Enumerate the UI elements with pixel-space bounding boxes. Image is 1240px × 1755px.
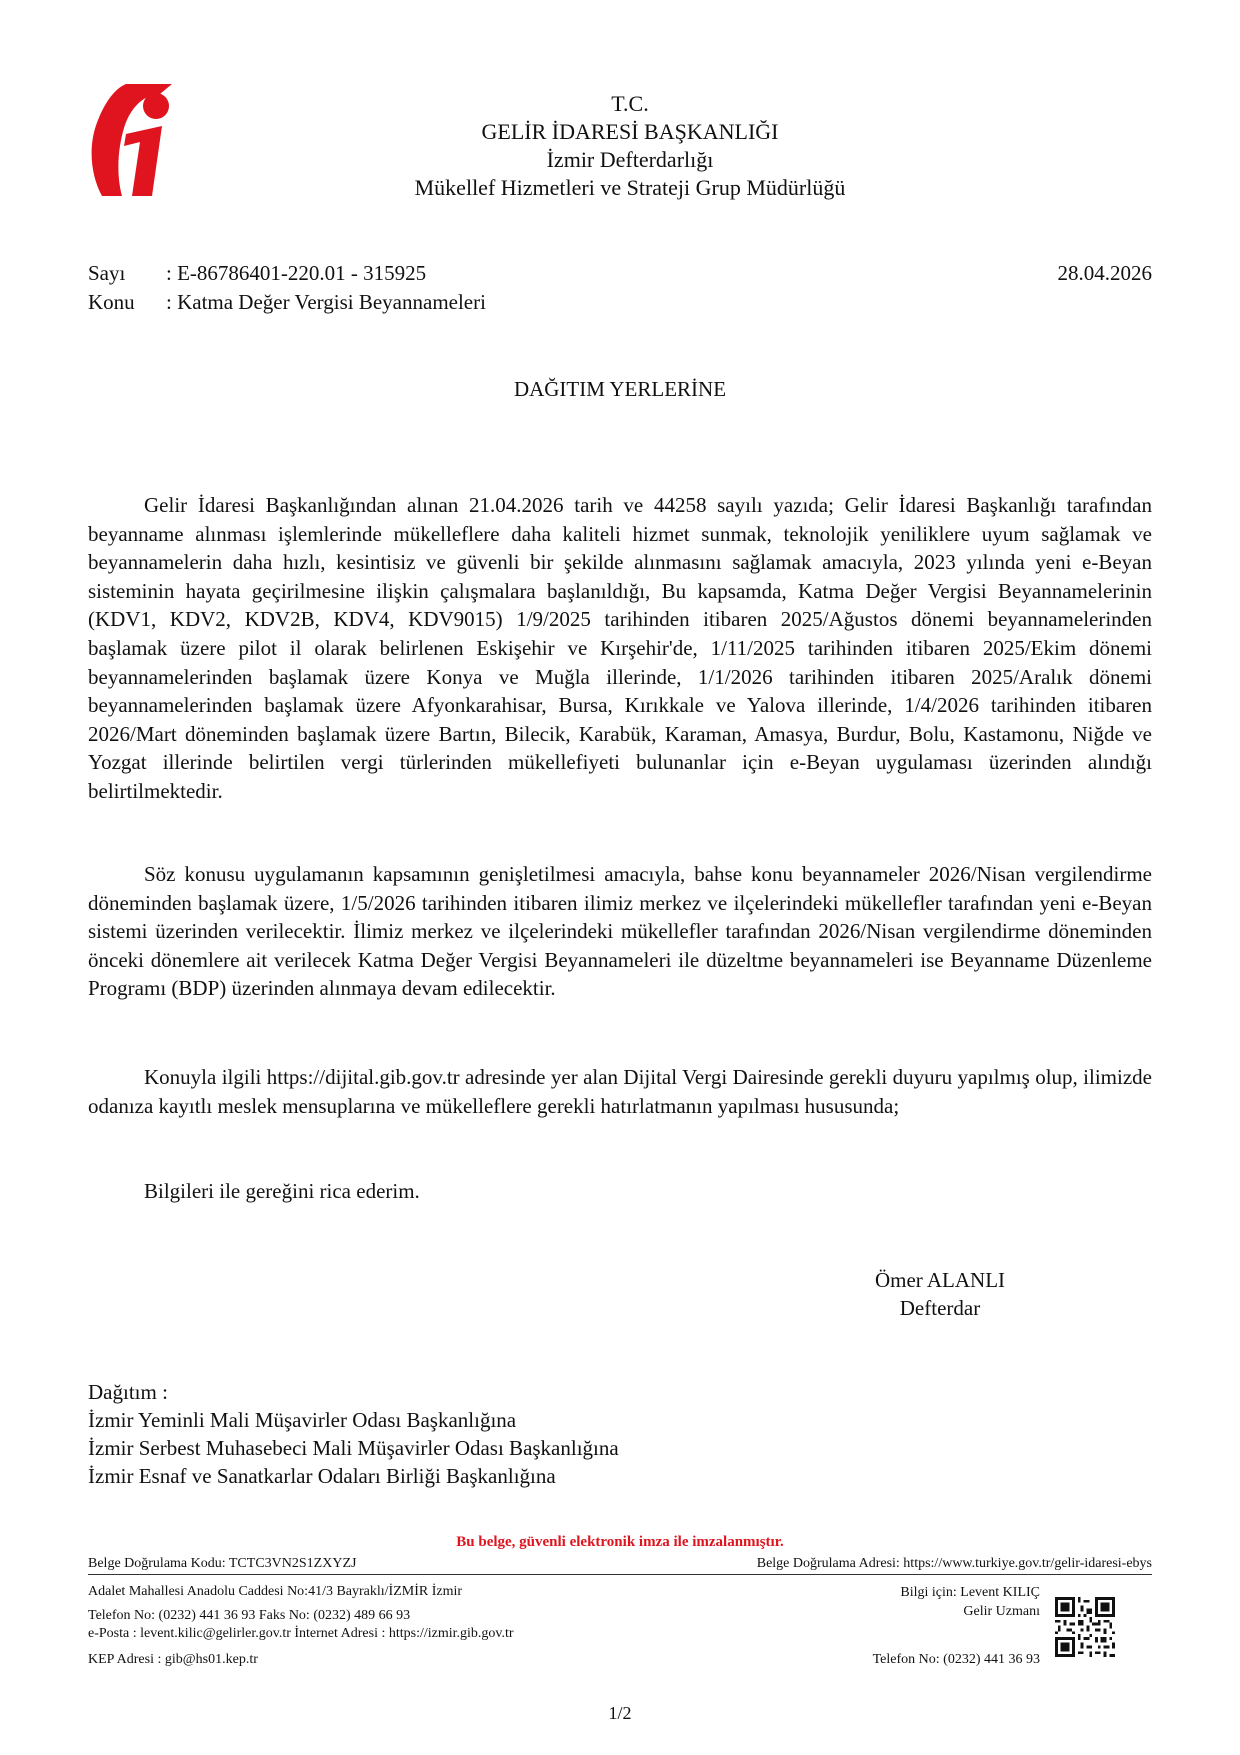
signatory-name: Ömer ALANLI [874, 1268, 1006, 1292]
contact-person: Bilgi için: Levent KILIÇ [900, 1585, 1040, 1600]
distribution-item: İzmir Serbest Muhasebeci Mali Müşavirler Odası Başkanlığına [88, 1436, 619, 1460]
meta-sayi-label: Sayı [88, 261, 126, 285]
document-meta [88, 259, 486, 317]
paragraph-text: Söz konusu uygulamanın kapsamının genişletilmesi amacıyla, bahse konu beyannameler 2026/Nisan vergilendirme döneminden başlamak üzere, 1/5/2026 tarihinden itibaren ilimiz merkez ve ilçelerindeki mükellefler tarafından yeni e-Beyan sistemi üzerinden verilecektir. İlimiz merkez ve ilçelerindeki mükellefler tarafından 2026/Nisan vergilendirme döneminden önceki dönemlere ait verilecek Katma Değer Vergisi Beyannameleri ile düzeltme beyannameleri ise Beyanname Düzenleme Programı (BDP) üzerinden alınmaya devam edilecektir. [88, 862, 1152, 1001]
paragraph-text: Konuyla ilgili https://dijital.gib.gov.tr adresinde yer alan Dijital Vergi Dairesinde gerekli duyuru yapılmış olup, ilimizde odanıza kayıtlı meslek mensuplarına ve mükelleflere gerekli hatırlatmanın yapılması hususunda; [88, 1065, 1152, 1118]
page-number: 1/2 [608, 1703, 632, 1723]
verification-row [88, 1553, 1152, 1575]
header-line-unit: Mükellef Hizmetleri ve Strateji Grup Müdürlüğü [414, 175, 846, 200]
document-date: 28.04.2026 [1057, 261, 1152, 285]
body-paragraph-2 [88, 860, 1152, 1003]
qr-code-icon [1055, 1597, 1115, 1657]
signatory-title: Defterdar [899, 1296, 981, 1320]
footer-email-web[interactable]: e-Posta : levent.kilic@gelirler.gov.tr İnternet Adresi : https://izmir.gib.gov.tr [88, 1626, 514, 1641]
distribution-item: İzmir Esnaf ve Sanatkarlar Odaları Birliği Başkanlığına [88, 1464, 556, 1488]
meta-konu-label: Konu [88, 290, 135, 314]
paragraph-text: Gelir İdaresi Başkanlığından alınan 21.04.2026 tarih ve 44258 sayılı yazıda; Gelir İdaresi Başkanlığı tarafından beyanname alınması işlemlerinde mükelleflere daha kaliteli hizmet sunmak, teknolojik yeniliklere uyum sağlamak ve beyannamelerin daha hızlı, kesintisiz ve güvenli bir şekilde alınmasını sağlamak amacıyla, 2023 yılında yeni e-Beyan sisteminin hayata geçirilmesine ilişkin çalışmalara başlanıldığı, Bu kapsamda, Katma Değer Vergisi Beyannamelerinin (KDV1, KDV2, KDV2B, KDV4, KDV9015) 1/9/2025 tarihinden itibaren 2025/Ağustos dönemi beyannamelerinden başlamak üzere pilot il olarak belirlenen Eskişehir ve Kırşehir'de, 1/11/2025 tarihinden itibaren 2025/Ekim dönemi beyannamelerinden başlamak üzere Konya ve Muğla illerinde, 1/1/2026 tarihinden itibaren 2025/Aralık dönemi beyannamelerinden başlamak üzere Afyonkarahisar, Bursa, Kırıkkale ve Yalova illerinde, 1/4/2026 tarihinden itibaren 2026/Mart döneminden başlamak üzere Bartın, Bilecik, Karabük, Karaman, Amasya, Burdur, Bolu, Kastamonu, Niğde ve Yozgat illerinde belirtilen vergi türlerinden mükellefiyeti bulunanlar için e-Beyan uygulaması üzerinden alındığı belirtilmektedir. [88, 493, 1152, 803]
meta-konu-value: : Katma Değer Vergisi Beyannameleri [166, 290, 486, 314]
footer-phones: Telefon No: (0232) 441 36 93 Faks No: (0232) 489 66 93 [88, 1608, 411, 1623]
meta-sayi-row [88, 259, 486, 288]
distribution-label: Dağıtım : [88, 1380, 168, 1404]
meta-sayi-value: : E-86786401-220.01 - 315925 [166, 261, 427, 285]
verification-address[interactable]: Belge Doğrulama Adresi: https://www.turkiye.gov.tr/gelir-idaresi-ebys [756, 1556, 1152, 1571]
letterhead [330, 90, 930, 202]
footer-address: Adalet Mahallesi Anadolu Caddesi No:41/3 Bayraklı/İZMİR İzmir [88, 1584, 463, 1599]
header-line-tc: T.C. [611, 91, 649, 116]
header-line-agency: GELİR İDARESİ BAŞKANLIĞI [481, 119, 779, 144]
header-line-office: İzmir Defterdarlığı [546, 147, 714, 172]
gib-logo-icon [86, 84, 172, 196]
body-paragraph-1 [88, 491, 1152, 806]
signature-block [840, 1266, 1040, 1322]
gib-logo [86, 84, 172, 196]
distribution-list [88, 1378, 619, 1490]
esignature-notice: Bu belge, güvenli elektronik imza ile imzalanmıştır. [456, 1534, 784, 1550]
footer-kep: KEP Adresi : gib@hs01.kep.tr [88, 1652, 258, 1667]
contact-title: Gelir Uzmanı [963, 1604, 1040, 1619]
contact-phone: Telefon No: (0232) 441 36 93 [872, 1652, 1040, 1667]
distribution-item: İzmir Yeminli Mali Müşavirler Odası Başkanlığına [88, 1408, 517, 1432]
paragraph-text: Bilgileri ile gereğini rica ederim. [144, 1179, 420, 1203]
closing-paragraph [88, 1177, 1152, 1206]
verification-code: Belge Doğrulama Kodu: TCTC3VN2S1ZXYZJ [88, 1556, 357, 1571]
body-paragraph-3 [88, 1063, 1152, 1120]
meta-konu-row [88, 288, 486, 317]
contact-info [900, 1583, 1040, 1621]
addressee-heading: DAĞITIM YERLERİNE [513, 377, 727, 401]
